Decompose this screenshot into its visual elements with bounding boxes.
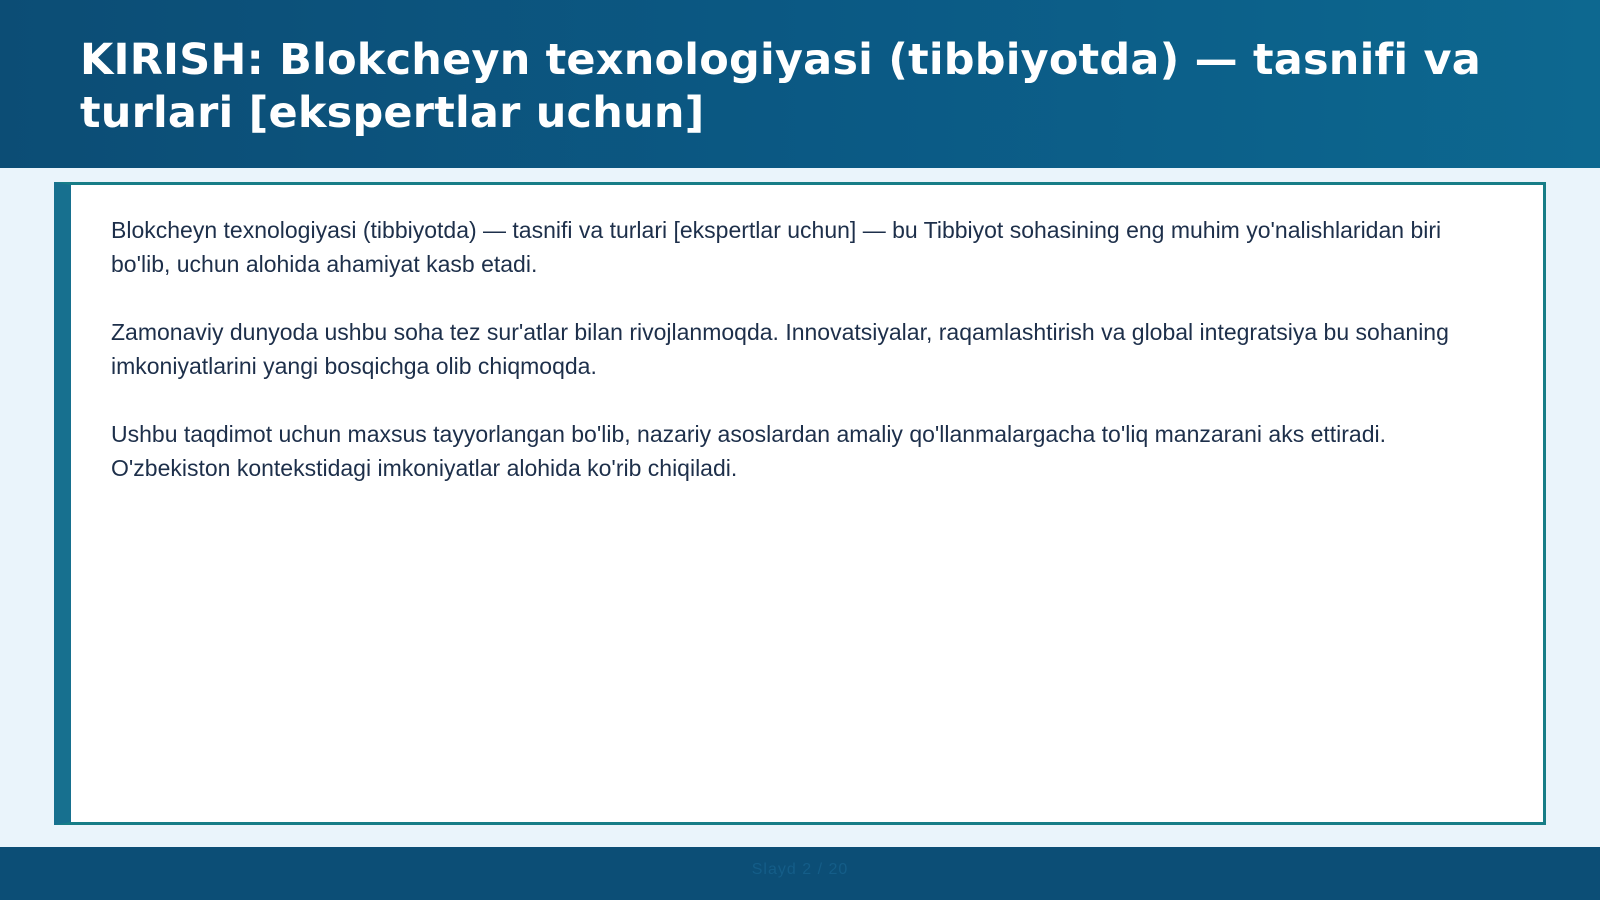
slide-footer (0, 847, 1600, 900)
content-body (111, 213, 1491, 519)
context-paragraph: Zamonaviy dunyoda ushbu soha tez sur'atlar bilan rivojlanmoqda. Innovatsiyalar, raqamlashtirish va global integratsiya bu sohaning imkoniyatlarini yangi bosqichga olib chiqmoqda. (111, 319, 1449, 379)
content-card (54, 182, 1546, 825)
slide-header (0, 0, 1600, 168)
intro-paragraph: Blokcheyn texnologiyasi (tibbiyotda) — tasnifi va turlari [ekspertlar uchun] — bu Tibbiyot sohasining eng muhim yo'nalishlaridan biri bo'lib, uchun alohida ahamiyat kasb etadi. (111, 217, 1442, 277)
slide-title: KIRISH: Blokcheyn texnologiyasi (tibbiyotda) — tasnifi va turlari [ekspertlar uchun] (80, 35, 1481, 138)
slide-number: Slayd 2 / 20 (751, 861, 849, 878)
purpose-paragraph: Ushbu taqdimot uchun maxsus tayyorlangan bo'lib, nazariy asoslardan amaliy qo'llanmalargacha to'liq manzarani aks ettiradi. O'zbekiston kontekstidagi imkoniyatlar alohida ko'rib chiqiladi. (111, 421, 1387, 481)
